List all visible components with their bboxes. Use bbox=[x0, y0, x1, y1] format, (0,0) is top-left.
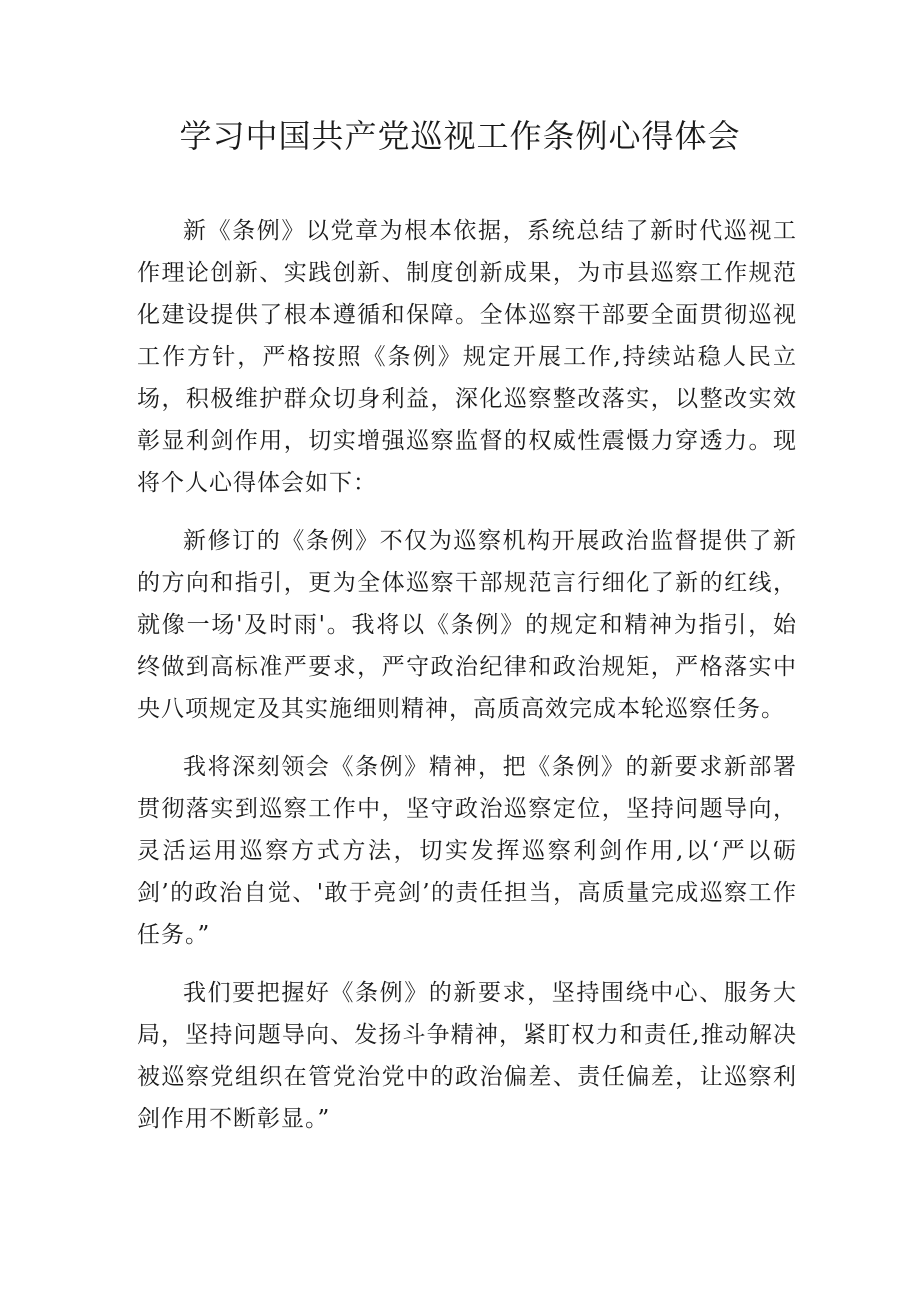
paragraph-3: 我将深刻领会《条例》精神，把《条例》的新要求新部署贯彻落实到巡察工作中，坚守政治巡察定位，坚持问题导向，灵活运用巡察方式方法，切实发挥巡察利剑作用,以‘严以砺剑’的政治自觉、'敢于亮剑’的责任担当，高质量完成巡察工作任务。” bbox=[137, 754, 797, 948]
document-body bbox=[137, 210, 797, 1140]
paragraph-2: 新修订的《条例》不仅为巡察机构开展政治监督提供了新的方向和指引，更为全体巡察干部规范言行细化了新的红线，就像一场'及时雨'。我将以《条例》的规定和精神为指引，始终做到高标准严要求，严守政治纪律和政治规矩，严格落实中央八项规定及其实施细则精神，高质高效完成本轮巡察任务。 bbox=[137, 528, 797, 722]
paragraph-4: 我们要把握好《条例》的新要求，坚持围绕中心、服务大局，坚持问题导向、发扬斗争精神，紧盯权力和责任,推动解决被巡察党组织在管党治党中的政治偏差、责任偏差，让巡察利剑作用不断彰显。” bbox=[137, 980, 797, 1132]
paragraph-1: 新《条例》以党章为根本依据，系统总结了新时代巡视工作理论创新、实践创新、制度创新成果，为市县巡察工作规范化建设提供了根本遵循和保障。全体巡察干部要全面贯彻巡视工作方针，严格按照《条例》规定开展工作,持续站稳人民立场，积极维护群众切身利益，深化巡察整改落实，以整改实效彰显利剑作用，切实增强巡察监督的权威性震慑力穿透力。现将个人心得体会如下： bbox=[137, 218, 797, 496]
document-title: 学习中国共产党巡视工作条例心得体会 bbox=[179, 117, 741, 155]
